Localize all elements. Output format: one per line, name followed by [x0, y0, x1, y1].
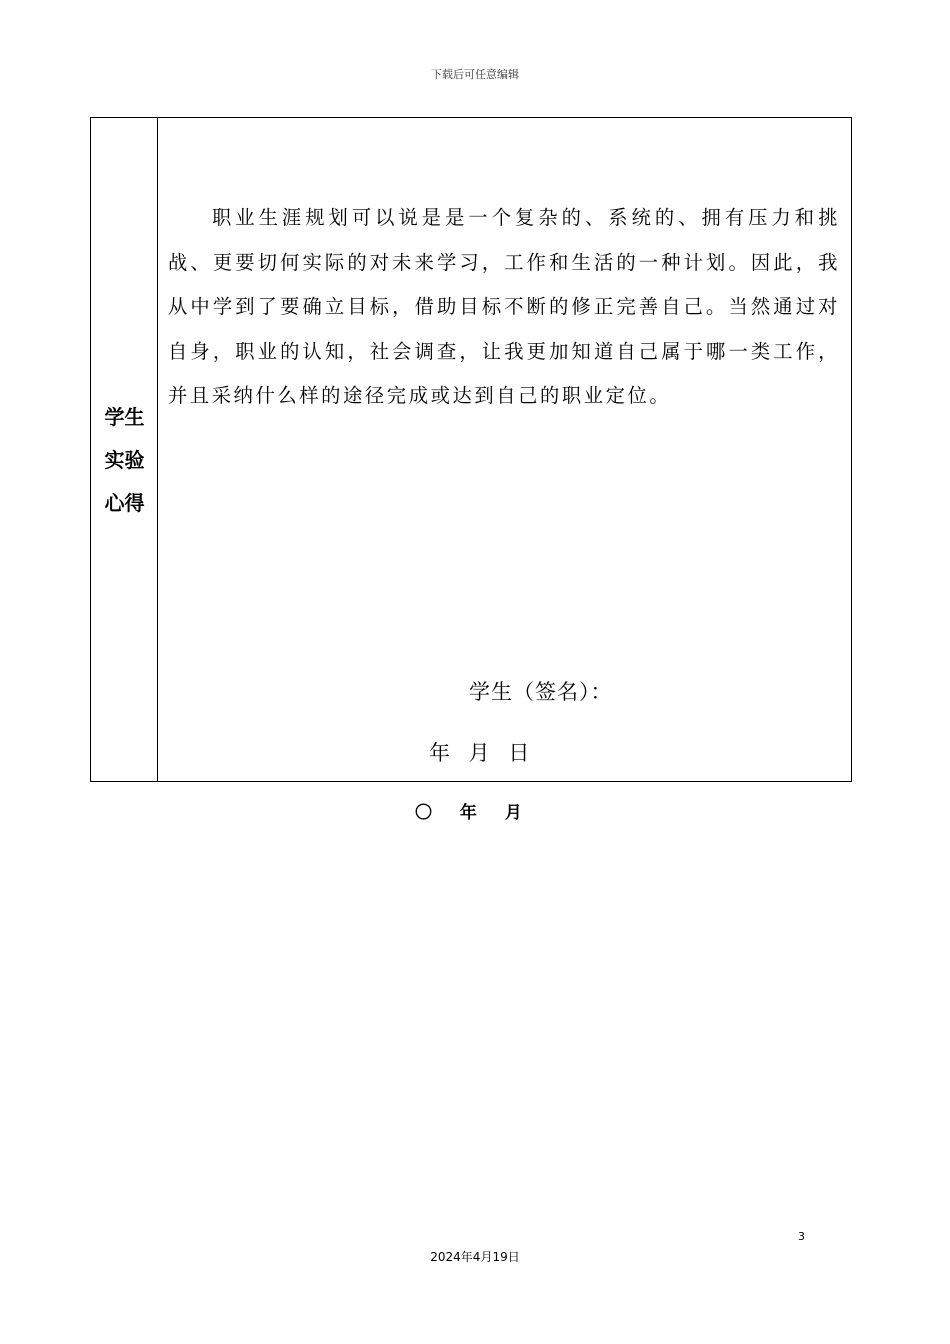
experiment-reflection-table [90, 117, 852, 782]
row-label-line-3: 心得 [104, 491, 145, 515]
document-date-line: 〇 年 月 [415, 803, 522, 823]
row-label-cell [91, 118, 158, 781]
page-number: 3 [798, 1230, 805, 1243]
footer-date: 2024年4月19日 [430, 1250, 520, 1264]
row-label-line-1: 学生 [104, 405, 145, 429]
header-note: 下载后可任意编辑 [431, 68, 519, 81]
reflection-body-text: 职业生涯规划可以说是是一个复杂的、系统的、拥有压力和挑战、更要切何实际的对未来学习，工作和生活的一种计划。因此，我从中学到了要确立目标，借助目标不断的修正完善自己。当然通过对自身，职业的认知，社会调查，让我更加知道自己属于哪一类工作，并且采纳什么样的途径完成或达到自己的职业定位。 [168, 206, 840, 408]
row-label-line-2: 实验 [104, 448, 145, 472]
student-signature-label: 学生（签名）： [469, 680, 613, 704]
row-label [91, 396, 158, 525]
signature-date-blank: 年 月 日 [429, 741, 530, 765]
reflection-content-cell [158, 118, 851, 781]
